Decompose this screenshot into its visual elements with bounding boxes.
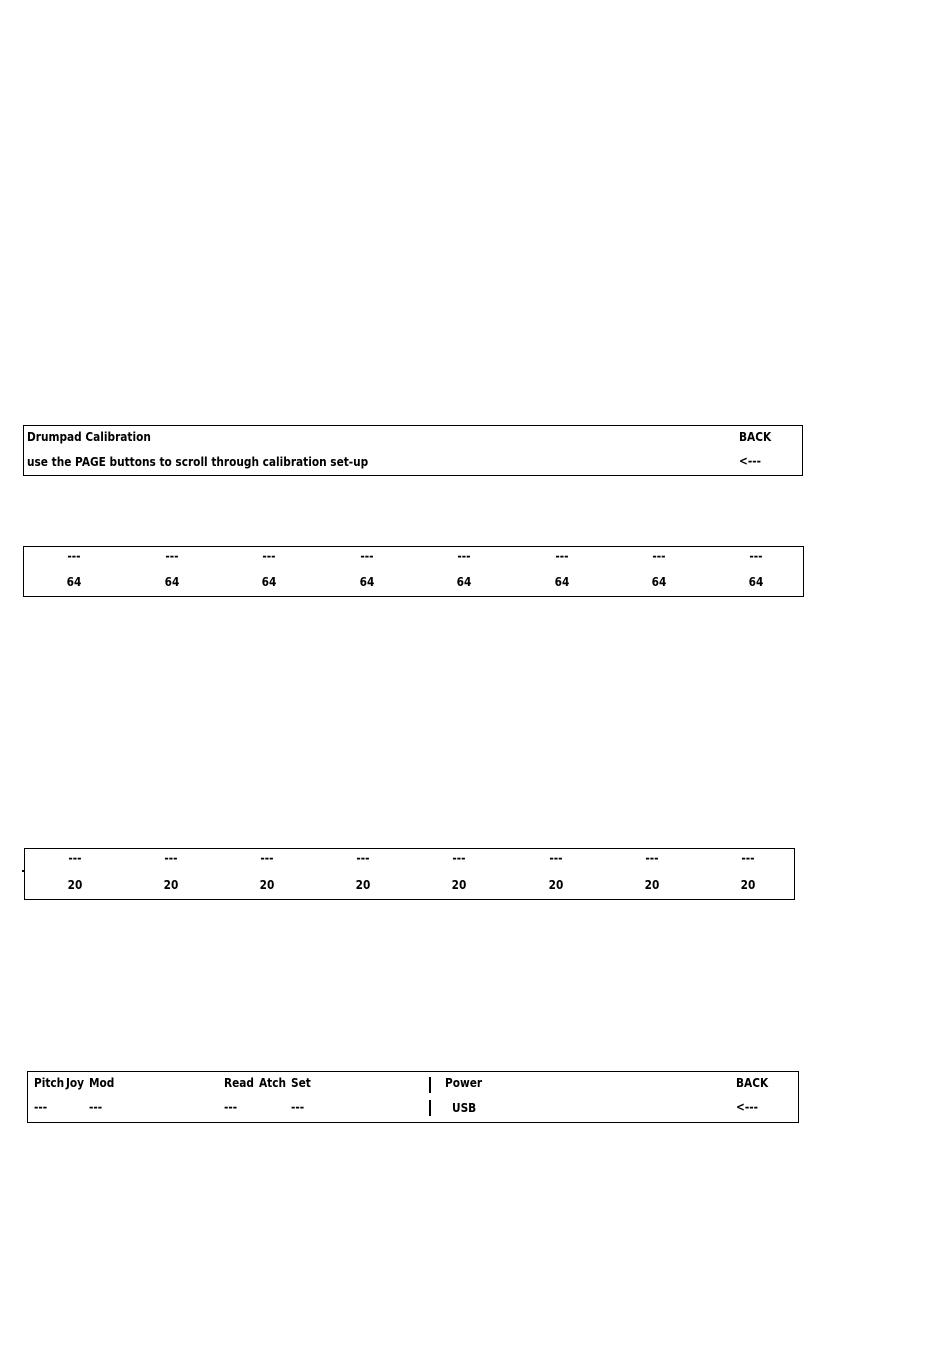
pad-5-value[interactable]: 20 [451,878,467,892]
pad-4-value[interactable]: 20 [355,878,371,892]
set-label: Set [291,1076,311,1090]
pad-1-header: --- [68,851,82,865]
pad-1-value[interactable]: 20 [67,878,83,892]
set-value[interactable]: --- [291,1100,305,1114]
pad-3-header: --- [262,549,276,563]
instruction-text: use the PAGE buttons to scroll through calibration set-up [27,455,369,469]
joy-label: Joy [66,1076,85,1090]
pad-6-header: --- [555,549,569,563]
pad-3-value[interactable]: 20 [259,878,275,892]
calibration-header-panel [23,425,803,476]
pad-5-header: --- [457,549,471,563]
atch-label: Atch [259,1076,287,1090]
pad-6-value[interactable]: 64 [554,575,570,589]
pitch-label: Pitch [34,1076,65,1090]
pad-threshold-panel [23,546,804,597]
back-button-label[interactable]: BACK [736,1076,769,1090]
pad-8-value[interactable]: 20 [740,878,756,892]
pad-8-value[interactable]: 64 [748,575,764,589]
pad-1-value[interactable]: 64 [66,575,82,589]
back-arrow-icon[interactable]: <--- [739,454,761,468]
pad-7-header: --- [645,851,659,865]
pad-2-value[interactable]: 64 [164,575,180,589]
pad-5-header: --- [452,851,466,865]
pitch-value[interactable]: --- [34,1100,48,1114]
pad-2-value[interactable]: 20 [163,878,179,892]
power-value[interactable]: USB [452,1101,477,1115]
pad-4-header: --- [360,549,374,563]
pad-1-header: --- [67,549,81,563]
mod-label: Mod [89,1076,115,1090]
mod-value[interactable]: --- [89,1100,103,1114]
pad-6-header: --- [549,851,563,865]
page-title: Drumpad Calibration [27,430,151,444]
pad-6-value[interactable]: 20 [548,878,564,892]
back-button-label[interactable]: BACK [739,430,772,444]
back-arrow-icon[interactable]: <--- [736,1100,758,1114]
pad-4-value[interactable]: 64 [359,575,375,589]
pad-8-header: --- [749,549,763,563]
pad-3-value[interactable]: 64 [261,575,277,589]
pad-7-header: --- [652,549,666,563]
pad-7-value[interactable]: 20 [644,878,660,892]
divider [429,1077,431,1093]
divider [429,1100,431,1116]
pad-5-value[interactable]: 64 [456,575,472,589]
pad-2-header: --- [165,549,179,563]
read-value[interactable]: --- [224,1100,238,1114]
pad-8-header: --- [741,851,755,865]
pad-velocity-panel [24,848,795,900]
pad-4-header: --- [356,851,370,865]
read-label: Read [224,1076,254,1090]
pad-2-header: --- [164,851,178,865]
pad-7-value[interactable]: 64 [651,575,667,589]
power-label: Power [445,1076,483,1090]
pad-3-header: --- [260,851,274,865]
controller-panel [27,1071,799,1123]
